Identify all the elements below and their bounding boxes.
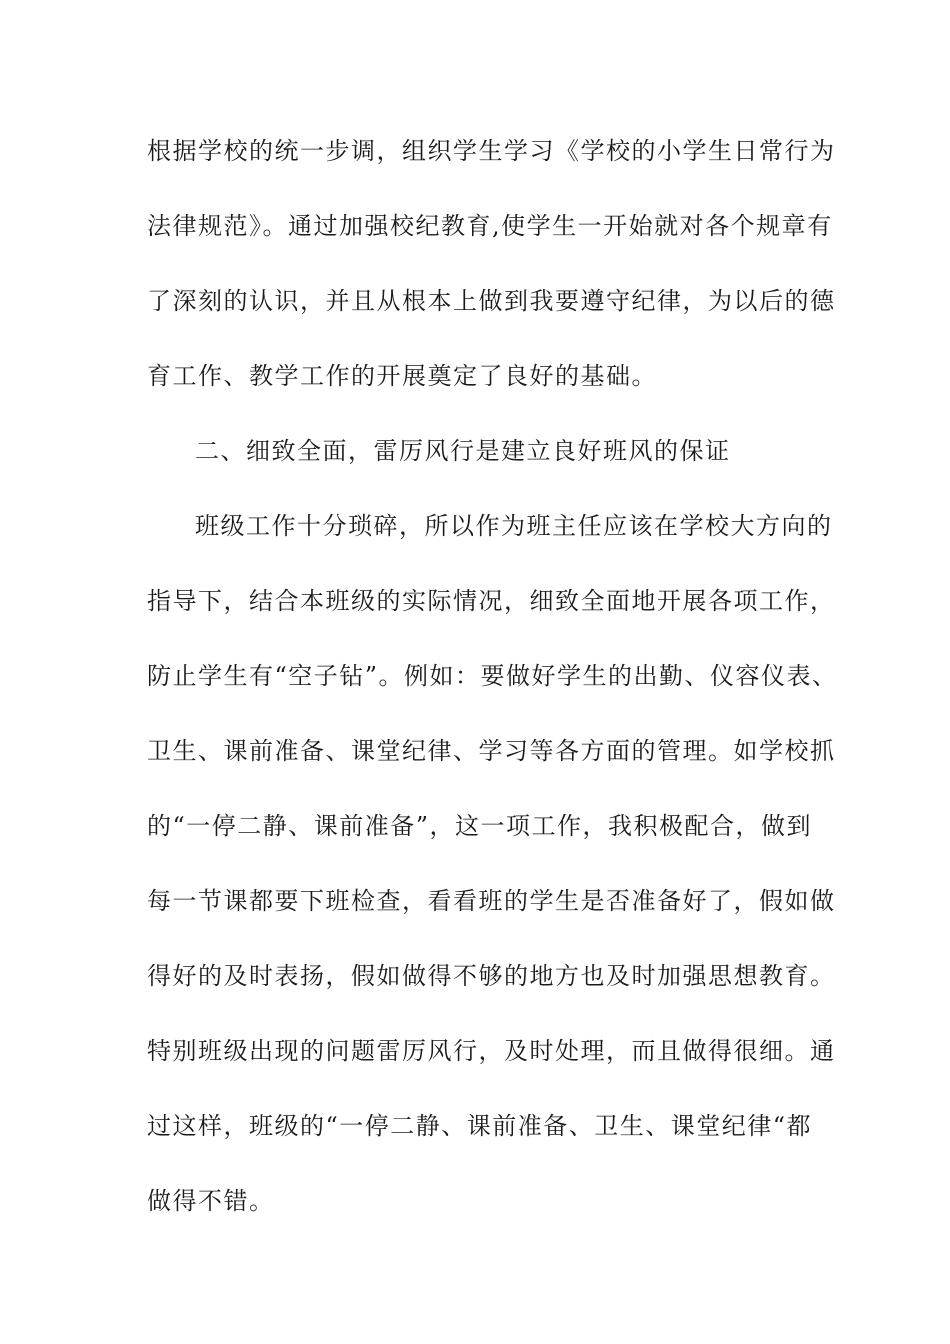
text-line: 指导下，结合本班级的实际情况，细致全面地开展各项工作， bbox=[147, 587, 836, 615]
text-line: 根据学校的统一步调，组织学生学习《学校的小学生日常行为 bbox=[147, 137, 836, 165]
text-line: 做得不错。 bbox=[147, 1187, 275, 1215]
text-line: 防止学生有“空子钻”。例如：要做好学生的出勤、仪容仪表、 bbox=[147, 662, 838, 690]
text-line: 过这样，班级的“一停二静、课前准备、卫生、课堂纪律“都 bbox=[147, 1112, 813, 1140]
text-line: 特别班级出现的问题雷厉风行，及时处理，而且做得很细。通 bbox=[147, 1037, 836, 1065]
paragraph-start-line: 班级工作十分琐碎，所以作为班主任应该在学校大方向的 bbox=[195, 512, 833, 540]
text-line: 的“一停二静、课前准备”，这一项工作，我积极配合，做到 bbox=[147, 812, 813, 840]
text-line: 育工作、教学工作的开展奠定了良好的基础。 bbox=[147, 362, 657, 390]
text-line: 每一节课都要下班检查，看看班的学生是否准备好了，假如做 bbox=[147, 887, 836, 915]
text-line: 了深刻的认识，并且从根本上做到我要遵守纪律，为以后的德 bbox=[147, 287, 836, 315]
text-line: 卫生、课前准备、课堂纪律、学习等各方面的管理。如学校抓 bbox=[147, 737, 836, 765]
text-line: 法律规范》。通过加强校纪教育,使学生一开始就对各个规章有 bbox=[147, 212, 833, 240]
text-line: 得好的及时表扬，假如做得不够的地方也及时加强思想教育。 bbox=[147, 962, 836, 990]
section-heading: 二、细致全面，雷厉风行是建立良好班风的保证 bbox=[195, 437, 731, 465]
